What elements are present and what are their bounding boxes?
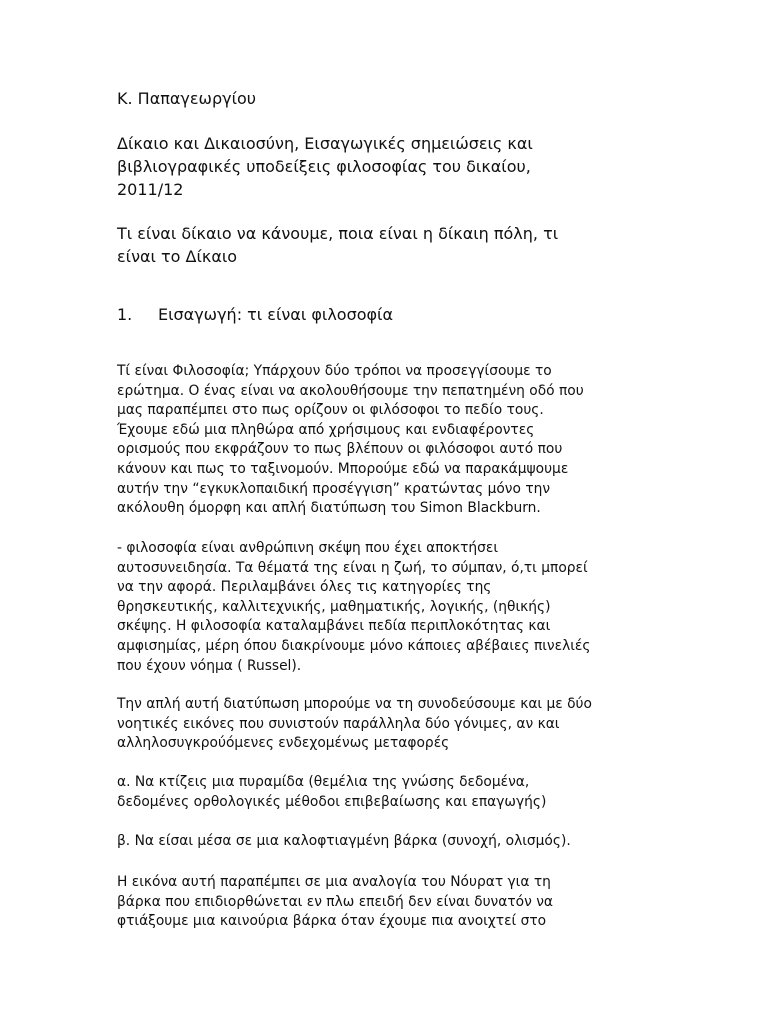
paragraph-line: ερώτημα. Ο ένας είναι να ακολουθήσουμε την πεπατημένη οδό που [117,382,584,399]
paragraph-line: - φιλοσοφία είναι ανθρώπινη σκέψη που έχει αποκτήσει [117,540,499,556]
paragraph-line: αυτοσυνειδησία. Τα θέματά της είναι η ζωή, το σύμπαν, ό,τι μπορεί [117,559,588,576]
document-title [117,132,657,201]
paragraph-line: νοητικές εικόνες που συνιστούν παράλληλα δύο γόνιμες, αν και [117,715,560,732]
paragraph-line: α. Να κτίζεις μια πυραμίδα (θεμέλια της γνώσης δεδομένα, [117,774,530,790]
paragraph-definition [117,539,657,676]
paragraph-line: αμφισημίας, μέρη όπου διακρίνουμε μόνο κάποιες αβέβαιες πινελιές [117,637,591,654]
paragraph-line: βάρκα που επιδιορθώνεται εν πλω επειδή δεν είναι δυνατόν να [117,893,554,910]
paragraph-line: να την αφορά. Περιλαμβάνει όλες τις κατηγορίες της [117,579,492,596]
paragraph-pyramid [117,773,657,812]
author-name: Κ. Παπαγεωργίου [117,89,257,108]
paragraph-line: β. Να είσαι μέσα σε μια καλοφτιαγμένη βάρκα (συνοχή, ολισμός). [117,833,571,849]
title-line: βιβλιογραφικές υποδείξεις φιλοσοφίας του δικαίου, [117,157,531,176]
subtitle-line: Τι είναι δίκαιο να κάνουμε, ποια είναι η δίκαιη πόλη, τι [117,224,559,243]
paragraph-intro [117,362,657,519]
subtitle-line: είναι το Δίκαιο [117,247,238,266]
paragraph-line: φτιάξουμε μια καινούρια βάρκα όταν έχουμε πια ανοιχτεί στο [117,913,547,930]
paragraph-neurath [117,873,657,932]
paragraph-boat [117,832,657,852]
paragraph-line: Η εικόνα αυτή παραπέμπει σε μια αναλογία του Νόυρατ για τη [117,874,551,890]
paragraph-metaphors [117,695,657,754]
document-subtitle [117,222,657,268]
paragraph-line: μας παραπέμπει στο πως ορίζουν οι φιλόσοφοι το πεδίο τους. [117,402,544,419]
section-number: 1. [117,305,133,324]
paragraph-line: Τί είναι Φιλοσοφία; Υπάρχουν δύο τρόποι να προσεγγίσουμε το [117,363,552,379]
paragraph-line: θρησκευτικής, καλλιτεχνικής, μαθηματικής, λογικής, (ηθικής) [117,598,551,615]
paragraph-line: κάνουν και πως το ταξινομούν. Μπορούμε εδώ να παρακάμψουμε [117,460,569,477]
paragraph-line: σκέψης. Η φιλοσοφία καταλαμβάνει πεδία περιπλοκότητας και [117,618,551,635]
section-title: Εισαγωγή: τι είναι φιλοσοφία [158,305,394,324]
paragraph-line: αυτήν την “εγκυκλοπαιδική προσέγγιση” κρατώντας μόνο την [117,480,551,497]
title-line: Δίκαιο και Δικαιοσύνη, Εισαγωγικές σημειώσεις και [117,134,533,153]
paragraph-line: Την απλή αυτή διατύπωση μπορούμε να τη συνοδεύσουμε και με δύο [117,696,592,712]
title-line: 2011/12 [117,180,184,199]
paragraph-line: Έχουμε εδώ μια πληθώρα από χρήσιμους και ενδιαφέροντες [117,421,535,438]
paragraph-line: ακόλουθη όμορφη και απλή διατύπωση του Simon Blackburn. [117,500,541,517]
paragraph-line: αλληλοσυγκρούόμενες ενδεχομένως μεταφορές [117,735,450,752]
paragraph-line: δεδομένες ορθολογικές μέθοδοι επιβεβαίωσης και επαγωγής) [117,793,547,810]
paragraph-line: που έχουν νόημα ( Russel). [117,657,302,674]
section-heading [117,304,393,326]
paragraph-line: ορισμούς που εκφράζουν το πως βλέπουν οι φιλόσοφοι αυτό που [117,441,563,458]
